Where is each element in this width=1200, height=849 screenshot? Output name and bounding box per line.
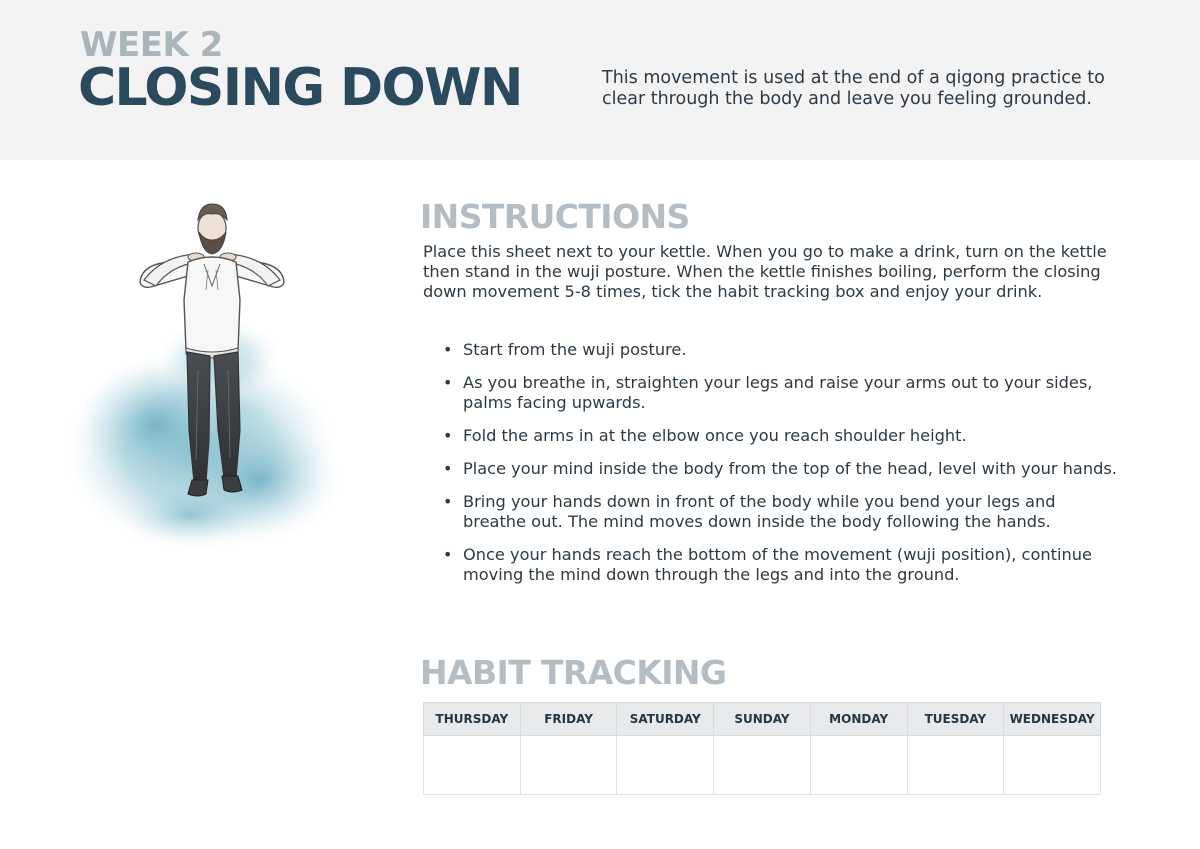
tick-box-friday[interactable] [520,736,617,795]
bullet-icon: • [443,340,453,359]
step-text: Fold the arms in at the elbow once you reach shoulder height. [463,426,967,445]
day-header-sunday: SUNDAY [714,703,811,736]
list-item [423,545,1123,585]
table-row [424,736,1101,795]
list-item [423,426,1123,446]
tick-box-sunday[interactable] [714,736,811,795]
tick-box-thursday[interactable] [424,736,521,795]
instructions-step-list [423,340,1123,598]
page-title: CLOSING DOWN [78,58,522,118]
day-header-friday: FRIDAY [520,703,617,736]
list-item [423,373,1123,413]
day-header-tuesday: TUESDAY [907,703,1004,736]
step-text: Bring your hands down in front of the body while you bend your legs and breathe out. The mind moves down inside the body following the hands. [463,492,1056,531]
step-text: As you breathe in, straighten your legs and raise your arms out to your sides, palms facing upwards. [463,373,1093,412]
list-item [423,459,1123,479]
week-label: WEEK 2 [80,25,223,65]
list-item [423,340,1123,360]
tick-box-wednesday[interactable] [1004,736,1101,795]
man-closing-down-figure-icon [70,190,360,570]
header-banner [0,0,1200,160]
header-description: This movement is used at the end of a qigong practice to clear through the body and leave you feeling grounded. [602,68,1105,109]
habit-tracking-heading: HABIT TRACKING [420,653,727,692]
bullet-icon: • [443,373,453,392]
instructions-intro: Place this sheet next to your kettle. When you go to make a drink, turn on the kettle then stand in the wuji posture. When the kettle finishes boiling, perform the closing down movement 5-8 times, tick the habit tracking box and enjoy your drink. [423,242,1107,301]
day-header-saturday: SATURDAY [617,703,714,736]
day-header-wednesday: WEDNESDAY [1004,703,1101,736]
day-header-monday: MONDAY [810,703,907,736]
tick-box-saturday[interactable] [617,736,714,795]
bullet-icon: • [443,545,453,564]
list-item [423,492,1123,532]
bullet-icon: • [443,492,453,511]
step-text: Once your hands reach the bottom of the movement (wuji position), continue moving the mind down through the legs and into the ground. [463,545,1092,584]
bullet-icon: • [443,459,453,478]
habit-tracking-table [423,702,1101,795]
bullet-icon: • [443,426,453,445]
tick-box-tuesday[interactable] [907,736,1004,795]
tick-box-monday[interactable] [810,736,907,795]
step-text: Start from the wuji posture. [463,340,687,359]
instructions-heading: INSTRUCTIONS [420,197,690,236]
day-header-thursday: THURSDAY [424,703,521,736]
table-header-row [424,703,1101,736]
step-text: Place your mind inside the body from the top of the head, level with your hands. [463,459,1117,478]
